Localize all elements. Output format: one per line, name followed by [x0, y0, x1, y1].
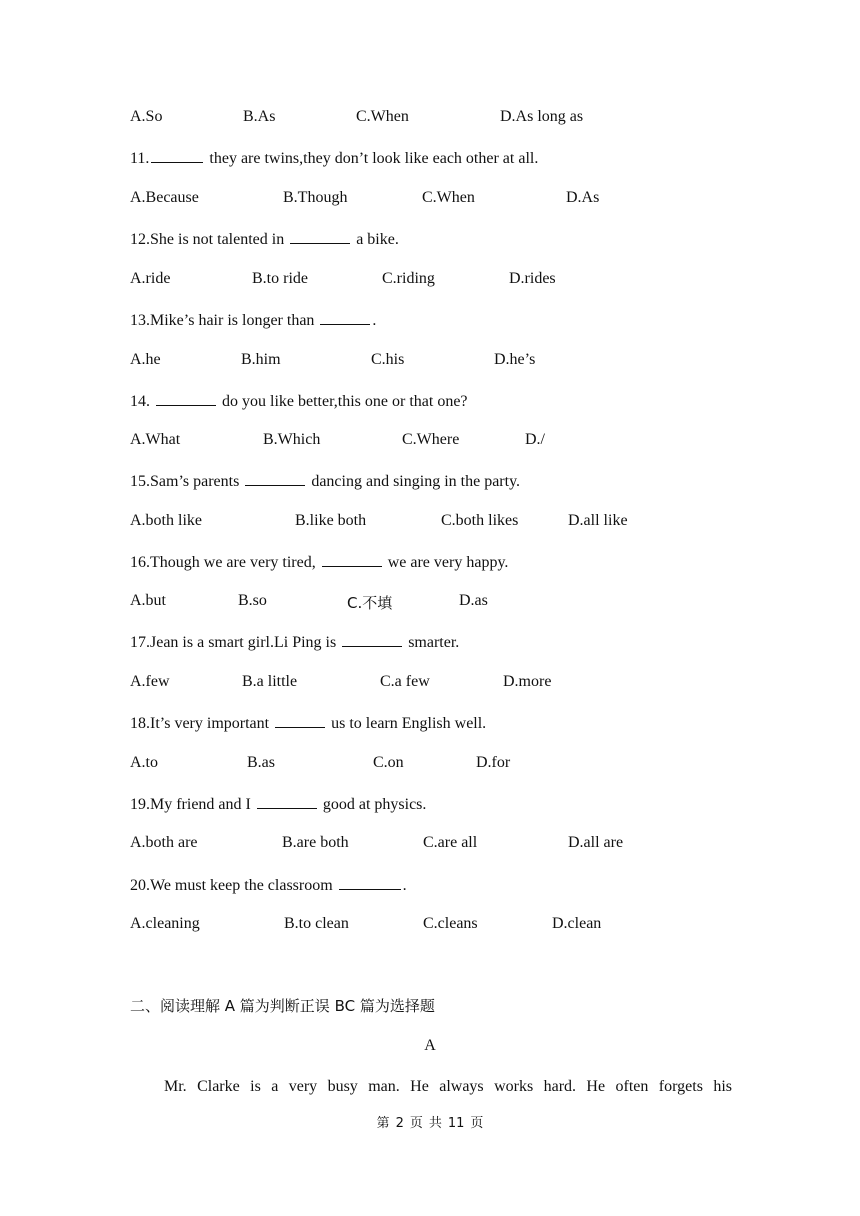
option: C.on [373, 754, 404, 771]
option: A.both like [130, 512, 202, 529]
answer-blank [342, 632, 402, 647]
option: D.As [566, 189, 600, 206]
option: B.to ride [252, 270, 308, 287]
answer-blank [156, 391, 216, 406]
option: B.to clean [284, 915, 349, 932]
option: B.him [241, 351, 281, 368]
option: A.to [130, 754, 158, 771]
option: D.for [476, 754, 511, 771]
question-stem: 15.Sam’s parents dancing and singing in the party. [130, 473, 521, 490]
option: A.ride [130, 270, 171, 287]
option: C.不填 [347, 594, 393, 612]
option: B.a little [242, 673, 298, 690]
option: A.So [130, 108, 163, 125]
option: D.more [503, 673, 552, 690]
section-heading: 二、阅读理解 A 篇为判断正误 BC 篇为选择题 [130, 997, 435, 1015]
question-stem: 19.My friend and I good at physics. [130, 796, 427, 813]
question-stem: 11. they are twins,they don’t look like each other at all. [130, 150, 539, 167]
option: C.both likes [441, 512, 519, 529]
option: A.but [130, 592, 166, 609]
option: A.cleaning [130, 915, 200, 932]
total-pages: 11 [447, 1116, 465, 1131]
option: B.Though [283, 189, 348, 206]
answer-blank [322, 552, 382, 567]
passage-label: A [424, 1037, 436, 1054]
question-stem: 16.Though we are very tired, we are very happy. [130, 554, 509, 571]
option: D.all are [568, 834, 624, 851]
question-stem: 12.She is not talented in a bike. [130, 231, 399, 248]
option: B.Which [263, 431, 321, 448]
option: C.are all [423, 834, 478, 851]
question-stem: 20.We must keep the classroom . [130, 877, 407, 894]
answer-blank [245, 471, 305, 486]
option: D.rides [509, 270, 556, 287]
question-stem: 13.Mike’s hair is longer than . [130, 312, 377, 329]
option: C.cleans [423, 915, 478, 932]
page-number: 2 [395, 1116, 404, 1131]
option: D.As long as [500, 108, 584, 125]
option: A.both are [130, 834, 198, 851]
option: D.clean [552, 915, 602, 932]
answer-blank [320, 310, 370, 325]
option: B.like both [295, 512, 367, 529]
option: D.all like [568, 512, 628, 529]
question-stem: 17.Jean is a smart girl.Li Ping is smarter. [130, 634, 460, 651]
option: D./ [525, 431, 545, 448]
option: A.Because [130, 189, 199, 206]
option: C.When [422, 189, 475, 206]
question-stem: 18.It’s very important us to learn English well. [130, 715, 487, 732]
option: D.he’s [494, 351, 536, 368]
answer-blank [290, 229, 350, 244]
page-footer: 第 2 页 共 11 页 [376, 1116, 484, 1131]
option: A.he [130, 351, 161, 368]
option: A.What [130, 431, 181, 448]
option: C.a few [380, 673, 430, 690]
option: B.are both [282, 834, 349, 851]
option: A.few [130, 673, 170, 690]
option: C.When [356, 108, 409, 125]
passage-text: Mr. Clarke is a very busy man. He always works hard. He often forgets his [164, 1078, 732, 1095]
option: C.riding [382, 270, 435, 287]
answer-blank [151, 148, 203, 163]
answer-blank [257, 794, 317, 809]
question-stem: 14. do you like better,this one or that one? [130, 393, 468, 410]
option: C.his [371, 351, 405, 368]
option: B.as [247, 754, 275, 771]
answer-blank [275, 713, 325, 728]
answer-blank [339, 875, 401, 890]
option: B.so [238, 592, 267, 609]
option: D.as [459, 592, 488, 609]
option: B.As [243, 108, 276, 125]
option: C.Where [402, 431, 460, 448]
